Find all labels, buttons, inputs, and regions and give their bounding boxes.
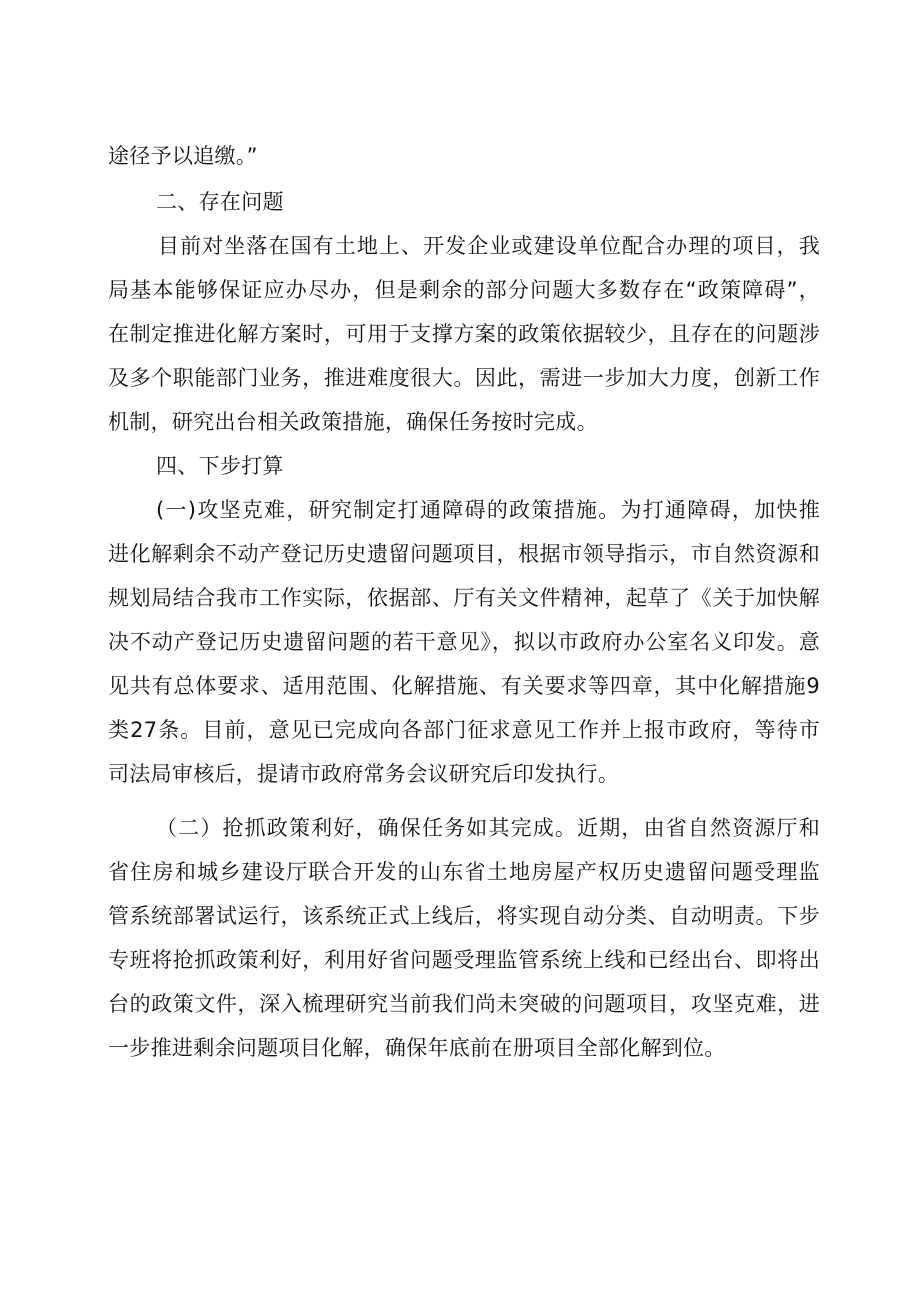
paragraph-line: 专班将抢抓政策利好，利用好省问题受理监管系统上线和已经出台、即将出 [108,948,820,972]
paragraph-line: 管系统部署试运行，该系统正式上线后，将实现自动分类、自动明责。下步 [108,904,820,928]
paragraph-line: (一)攻坚克难，研究制定打通障碍的政策措施。为打通障碍，加快推 [156,498,820,522]
paragraph-line: 进化解剩余不动产登记历史遗留问题项目，根据市领导指示，市自然资源和 [108,542,820,566]
paragraph-line: 类27条。目前，意见已完成向各部门征求意见工作并上报市政府，等待市 [108,718,820,742]
text-line-continuation: 途径予以追缴。” [108,144,258,168]
paragraph-line: 决不动产登记历史遗留问题的若干意见》，拟以市政府办公室名义印发。意 [108,630,820,654]
paragraph-line: 及多个职能部门业务，推进难度很大。因此，需进一步加大力度，创新工作 [108,366,820,390]
paragraph-line: 在制定推进化解方案时，可用于支撑方案的政策依据较少，且存在的问题涉 [108,322,820,346]
paragraph-line: 局基本能够保证应办尽办，但是剩余的部分问题大多数存在“政策障碍”， [108,278,820,302]
section-heading-next-steps: 四、下步打算 [156,454,284,478]
paragraph-line: 见共有总体要求、适用范围、化解措施、有关要求等四章，其中化解措施9 [108,674,820,698]
paragraph-line: （二）抢抓政策利好，确保任务如其完成。近期，由省自然资源厅和 [156,816,820,840]
paragraph-line: 台的政策文件，深入梳理研究当前我们尚未突破的问题项目，攻坚克难，进 [108,992,820,1016]
paragraph-line: 机制，研究出台相关政策措施，确保任务按时完成。 [108,410,598,434]
paragraph-line: 规划局结合我市工作实际，依据部、厅有关文件精神，起草了《关于加快解 [108,586,820,610]
paragraph-line: 目前对坐落在国有土地上、开发企业或建设单位配合办理的项目，我 [158,234,820,258]
paragraph-line: 省住房和城乡建设厅联合开发的山东省土地房屋产权历史遗留问题受理监 [108,860,820,884]
paragraph-line: 一步推进剩余问题项目化解，确保年底前在册项目全部化解到位。 [108,1036,726,1060]
section-heading-issues: 二、存在问题 [156,190,284,214]
paragraph-line: 司法局审核后，提请市政府常务会议研究后印发执行。 [108,762,620,786]
